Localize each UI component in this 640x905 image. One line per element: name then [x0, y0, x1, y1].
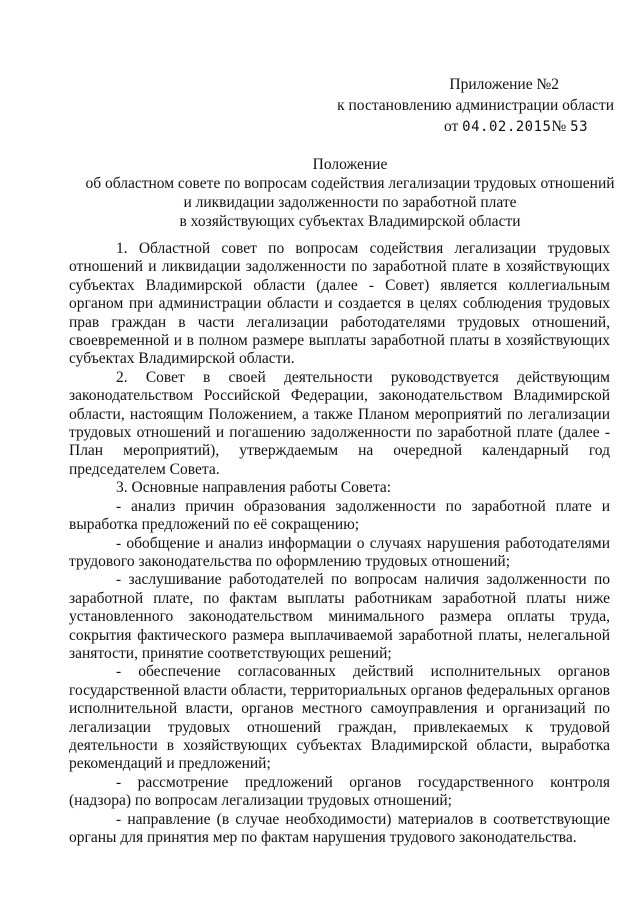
list-item-referral: - направление (в случае необходимости) материалов в соответствующие органы для принятия мер по фактам нарушения трудового законодательства. [69, 810, 610, 846]
number-label: № [551, 118, 567, 135]
list-item-analysis: - анализ причин образования задолженности по заработной плате и выработка предложений по её сокращению; [69, 497, 610, 534]
appendix-header [337, 74, 614, 138]
appendix-title: Приложение №2 [449, 76, 559, 93]
date-stamp: 04.02.2015 [462, 119, 552, 135]
paragraph-2: 2. Совет в своей деятельности руководствуется действующим законодательством Российской Федерации, законодательством Владимирской области, настоящим Положением, а также Планом мероприятий по легализации трудовых отношений и погашению задолженности по заработной плате (далее - План мероприятий), утверждаемым на очередной календарный год председателем Совета. [69, 368, 610, 478]
appendix-reference: к постановлению администрации области [337, 97, 614, 114]
list-item-coordination: - обеспечение согласованных действий исполнительных органов государственной власти области, территориальных органов федеральных органов исполнительной власти, органов местного самоуправления и организаций по легализации трудовых отношений граждан, привлекаемых к трудовой деятельности в хозяйствующих субъектах Владимирской области, выработка рекомендаций и предложений; [69, 663, 610, 773]
paragraph-1: 1. Областной совет по вопросам содействия легализации трудовых отношений и ликвидации задолженности по заработной плате в хозяйствующих субъектах Владимирской области (далее - Совет) является коллегиальным органом при администрации области и создается в целях соблюдения трудовых прав граждан в части легализации работодателями трудовых отношений, своевременной и в полном размере выплаты заработной платы в хозяйствующих субъектах Владимирской области. [69, 240, 610, 368]
title-line-3: и ликвидации задолженности по заработной плате [183, 194, 517, 211]
list-item-review: - рассмотрение предложений органов государственного контроля (надзора) по вопросам легализации трудовых отношений; [69, 773, 610, 810]
paragraph-3: 3. Основные направления работы Совета: [116, 479, 392, 497]
date-prefix: от [443, 118, 459, 135]
number-stamp: 53 [570, 119, 588, 135]
list-item-hearing: - заслушивание работодателей по вопросам наличия задолженности по заработной плате, по фактам выплаты работникам заработной платы ниже установленного законодательством минимального размера оплаты труда, сокрытия фактического размера выплачиваемой заработной платы, нелегальной занятости, принятие соответствующих решений; [69, 571, 610, 662]
appendix-date-line [337, 116, 614, 138]
title-line-4: в хозяйствующих субъектах Владимирской области [179, 213, 521, 230]
title-line-2: об областном совете по вопросам содействия легализации трудовых отношений [85, 175, 615, 192]
title-line-1: Положение [312, 156, 388, 173]
list-item-generalization: - обобщение и анализ информации о случаях нарушения работодателями трудового законодательства по оформлению трудовых отношений; [69, 534, 610, 570]
document-body [69, 240, 610, 847]
document-title [60, 155, 640, 231]
